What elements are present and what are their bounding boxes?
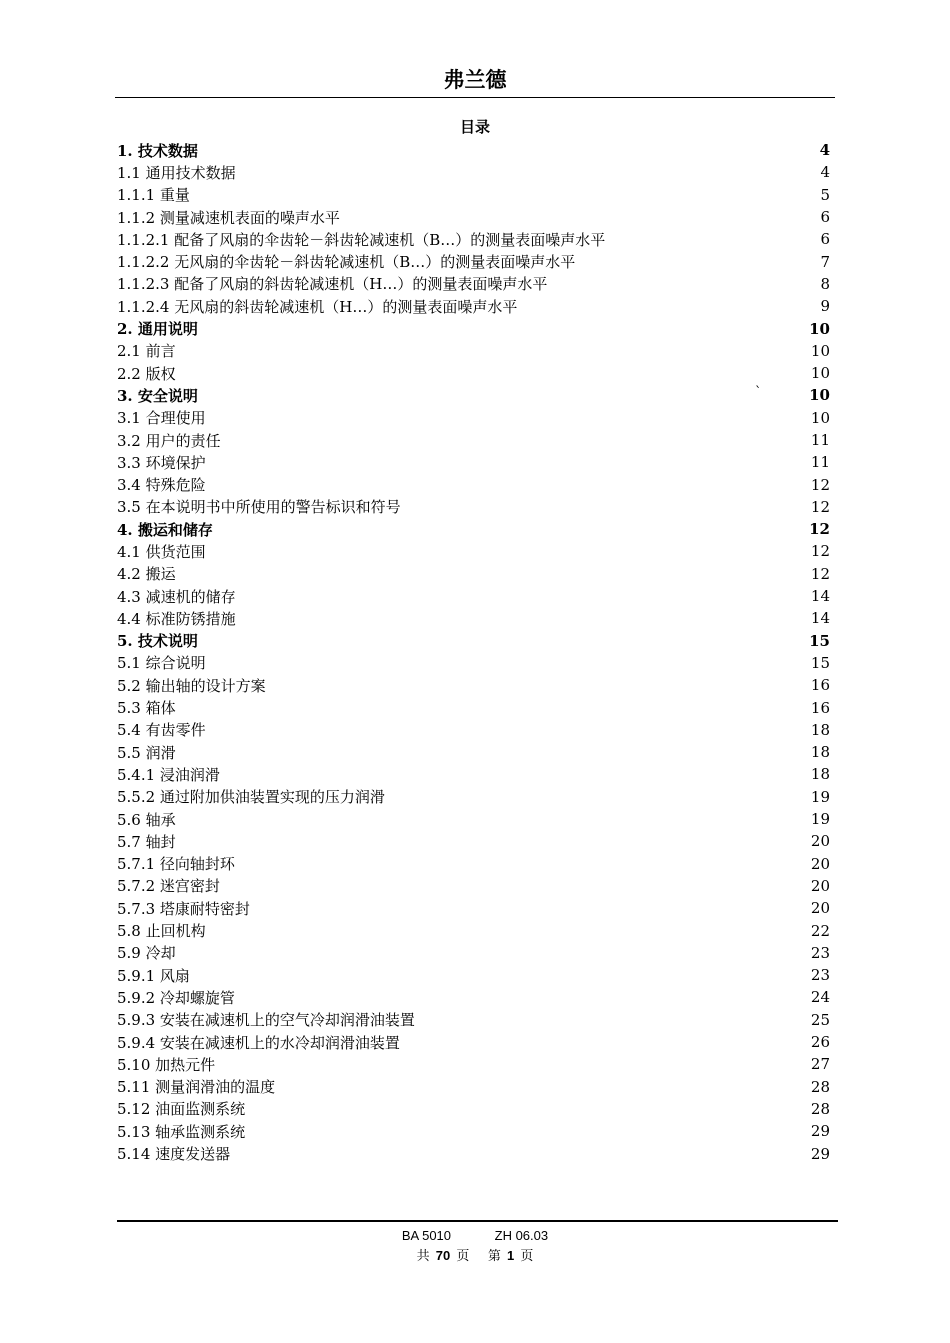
toc-entry (117, 919, 830, 941)
toc-entry-page: 20 (810, 899, 830, 918)
toc-entry-page: 5 (820, 185, 830, 204)
toc-entry-title: 1.1.2.2 无风扇的伞齿轮－斜齿轮减速机（B…）的测量表面噪声水平 (117, 253, 576, 272)
toc-entry-title: 5.4.1 浸油润滑 (117, 765, 220, 784)
toc-entry-page: 10 (810, 341, 830, 360)
toc-entry-page: 28 (810, 1077, 830, 1096)
toc-entry-page: 22 (810, 921, 830, 940)
toc-entry (117, 473, 830, 495)
toc-entry-title: 3. 安全说明 (117, 386, 198, 405)
toc-entry-page: 18 (810, 765, 830, 784)
toc-entry-page: 12 (810, 542, 830, 561)
toc-entry (117, 741, 830, 763)
toc-entry-page: 4 (820, 163, 830, 182)
toc-entry (117, 808, 830, 830)
toc-entry-title: 3.5 在本说明书中所使用的警告标识和符号 (117, 498, 401, 517)
toc-section-entry (117, 630, 830, 652)
footer-page-count (0, 1245, 950, 1264)
footer-page-prefix: 第 (487, 1249, 501, 1264)
toc-entry (117, 763, 830, 785)
toc-entry (117, 964, 830, 986)
toc-entry-page: 20 (810, 832, 830, 851)
toc-entry-page: 11 (810, 431, 830, 449)
toc-entry (117, 496, 830, 518)
toc-entry-page: 9 (820, 297, 830, 316)
toc-entry (117, 340, 830, 362)
toc-entry-title: 1.1.2.4 无风扇的斜齿轮减速机（H…）的测量表面噪声水平 (117, 297, 518, 316)
toc-entry-title: 1.1.2.3 配备了风扇的斜齿轮减速机（H…）的测量表面噪声水平 (117, 275, 548, 294)
toc-entry-title: 5.7.2 迷宫密封 (117, 877, 220, 896)
toc-entry-page: 4 (819, 141, 830, 160)
toc-entry-page: 15 (809, 631, 830, 650)
footer-page-number: 1 (506, 1248, 515, 1263)
toc-entry-title: 3.4 特殊危险 (117, 476, 206, 495)
toc-entry-title: 4.2 搬运 (117, 565, 176, 584)
toc-entry-page: 25 (810, 1010, 830, 1029)
toc-entry-title: 4.3 减速机的储存 (117, 587, 236, 606)
toc-entry (117, 429, 830, 451)
toc-entry-title: 5.9.2 冷却螺旋管 (117, 988, 235, 1007)
toc-entry-page: 14 (810, 609, 830, 628)
toc-entry-page: 6 (820, 230, 830, 249)
toc-entry-page: 15 (810, 653, 830, 672)
toc-entry (117, 607, 830, 629)
toc-entry-title: 5.12 油面监测系统 (117, 1100, 246, 1119)
toc-entry-page: 18 (810, 720, 830, 739)
toc-entry (117, 250, 830, 272)
toc-section-entry (117, 139, 830, 161)
toc-entry-title: 5.11 测量润滑油的温度 (117, 1078, 276, 1097)
toc-entry-title: 1.1.1 重量 (117, 186, 190, 205)
toc-section-entry (117, 384, 830, 406)
toc-entry-page: 24 (810, 988, 830, 1007)
toc-entry-title: 5.9.1 风扇 (117, 966, 190, 985)
header-title: 弗兰德 (443, 68, 507, 92)
toc-entry-page: 28 (810, 1099, 830, 1118)
toc-entry (117, 295, 830, 317)
toc-entry-page: 29 (810, 1144, 830, 1163)
toc-entry-title: 5.6 轴承 (117, 810, 176, 829)
toc-entry-page: 8 (820, 274, 830, 293)
toc-entry (117, 719, 830, 741)
footer-page-suffix: 页 (520, 1249, 534, 1264)
toc-entry-title: 4.4 标准防锈措施 (117, 609, 236, 628)
toc-entry (117, 696, 830, 718)
footer-doc-line (0, 1228, 950, 1243)
footer-total-suffix: 页 (456, 1249, 470, 1264)
toc-entry (117, 986, 830, 1008)
toc-entry-title: 5. 技术说明 (117, 632, 198, 651)
toc-entry-title: 3.2 用户的责任 (117, 431, 221, 450)
toc-entry-page: 19 (810, 787, 830, 806)
toc-entry (117, 942, 830, 964)
toc-entry (117, 451, 830, 473)
toc-entry-title: 5.7 轴封 (117, 832, 176, 851)
footer-total-prefix: 共 (416, 1249, 430, 1264)
toc-entry-title: 2. 通用说明 (117, 320, 198, 339)
toc-entry-title: 5.3 箱体 (117, 699, 176, 718)
toc-entry-page: 29 (810, 1122, 830, 1141)
toc-entry (117, 1120, 830, 1142)
toc-entry-page: 27 (810, 1055, 830, 1074)
toc-entry-title: 2.2 版权 (117, 364, 176, 383)
toc-entry-page: 18 (810, 743, 830, 762)
toc-entry-title: 5.5.2 通过附加供油装置实现的压力润滑 (117, 788, 385, 807)
toc-entry-page: 12 (810, 497, 830, 516)
table-of-contents (117, 139, 830, 1165)
stray-mark: ` (755, 385, 762, 400)
toc-entry-title: 1.1 通用技术数据 (117, 163, 236, 182)
toc-entry-title: 5.1 综合说明 (117, 654, 206, 673)
toc-entry-title: 5.7.3 塔康耐特密封 (117, 899, 250, 918)
toc-entry (117, 407, 830, 429)
toc-entry (117, 1009, 830, 1031)
toc-entry-title: 5.13 轴承监测系统 (117, 1122, 246, 1141)
toc-entry-page: 10 (809, 319, 830, 338)
toc-entry-page: 6 (820, 208, 830, 227)
toc-entry (117, 206, 830, 228)
toc-entry (117, 161, 830, 183)
toc-entry (117, 853, 830, 875)
toc-entry (117, 875, 830, 897)
toc-entry-page: 11 (810, 453, 830, 472)
toc-entry-title: 5.9.4 安装在减速机上的水冷却润滑油装置 (117, 1033, 400, 1052)
toc-entry-title: 5.10 加热元件 (117, 1055, 216, 1074)
toc-entry-title: 2.1 前言 (117, 342, 176, 361)
toc-entry (117, 897, 830, 919)
toc-entry (117, 540, 830, 562)
toc-entry (117, 273, 830, 295)
toc-entry-page: 16 (810, 698, 830, 717)
toc-entry (117, 184, 830, 206)
toc-entry (117, 652, 830, 674)
toc-entry (117, 228, 830, 250)
header-rule (115, 97, 835, 98)
toc-entry-page: 10 (810, 408, 830, 427)
toc-entry-page: 20 (810, 876, 830, 895)
toc-entry-page: 23 (810, 966, 830, 985)
toc-entry-page: 10 (809, 386, 830, 405)
toc-entry (117, 1098, 830, 1120)
toc-entry-title: 3.3 环境保护 (117, 453, 206, 472)
toc-entry-page: 12 (810, 564, 830, 583)
toc-entry-title: 1.1.2.1 配备了风扇的伞齿轮－斜齿轮减速机（B…）的测量表面噪声水平 (117, 230, 606, 249)
footer-doc-code: BA 5010 (401, 1228, 452, 1243)
footer-rule (117, 1220, 838, 1222)
toc-entry-page: 12 (809, 520, 830, 539)
toc-title: 目录 (459, 118, 490, 136)
toc-entry-title: 4.1 供货范围 (117, 542, 206, 561)
toc-entry-title: 1. 技术数据 (117, 141, 198, 160)
toc-entry-title: 5.5 润滑 (117, 743, 176, 762)
toc-entry-page: 26 (810, 1033, 830, 1052)
toc-entry-page: 20 (810, 854, 830, 873)
toc-section-entry (117, 518, 830, 540)
toc-entry-page: 10 (810, 364, 830, 383)
toc-entry (117, 563, 830, 585)
toc-entry-title: 5.7.1 径向轴封环 (117, 855, 235, 874)
toc-entry (117, 362, 830, 384)
toc-entry-page: 14 (810, 587, 830, 606)
toc-entry (117, 1075, 830, 1097)
toc-entry (117, 1031, 830, 1053)
toc-entry-title: 3.1 合理使用 (117, 409, 206, 428)
toc-entry (117, 674, 830, 696)
toc-entry-page: 12 (810, 475, 830, 494)
toc-entry-title: 1.1.2 测量减速机表面的噪声水平 (117, 208, 340, 227)
toc-entry-title: 5.9.3 安装在减速机上的空气冷却润滑油装置 (117, 1011, 415, 1030)
toc-entry-title: 5.4 有齿零件 (117, 721, 206, 740)
toc-entry-title: 5.9 冷却 (117, 944, 176, 963)
toc-entry (117, 585, 830, 607)
toc-entry-title: 4. 搬运和储存 (117, 520, 213, 539)
toc-entry-page: 19 (810, 810, 830, 829)
toc-entry-title: 5.2 输出轴的设计方案 (117, 676, 266, 695)
toc-entry (117, 786, 830, 808)
toc-entry-page: 16 (810, 676, 830, 695)
footer-version: ZH 06.03 (494, 1228, 549, 1243)
toc-entry (117, 1053, 830, 1075)
toc-entry-page: 23 (810, 943, 830, 962)
footer-total-pages: 70 (435, 1248, 451, 1263)
toc-section-entry (117, 317, 830, 339)
toc-entry-title: 5.14 速度发送器 (117, 1145, 231, 1163)
toc-entry-title: 5.8 止回机构 (117, 922, 206, 941)
toc-entry-page: 7 (820, 252, 830, 271)
toc-entry (117, 830, 830, 852)
toc-entry (117, 1142, 830, 1164)
